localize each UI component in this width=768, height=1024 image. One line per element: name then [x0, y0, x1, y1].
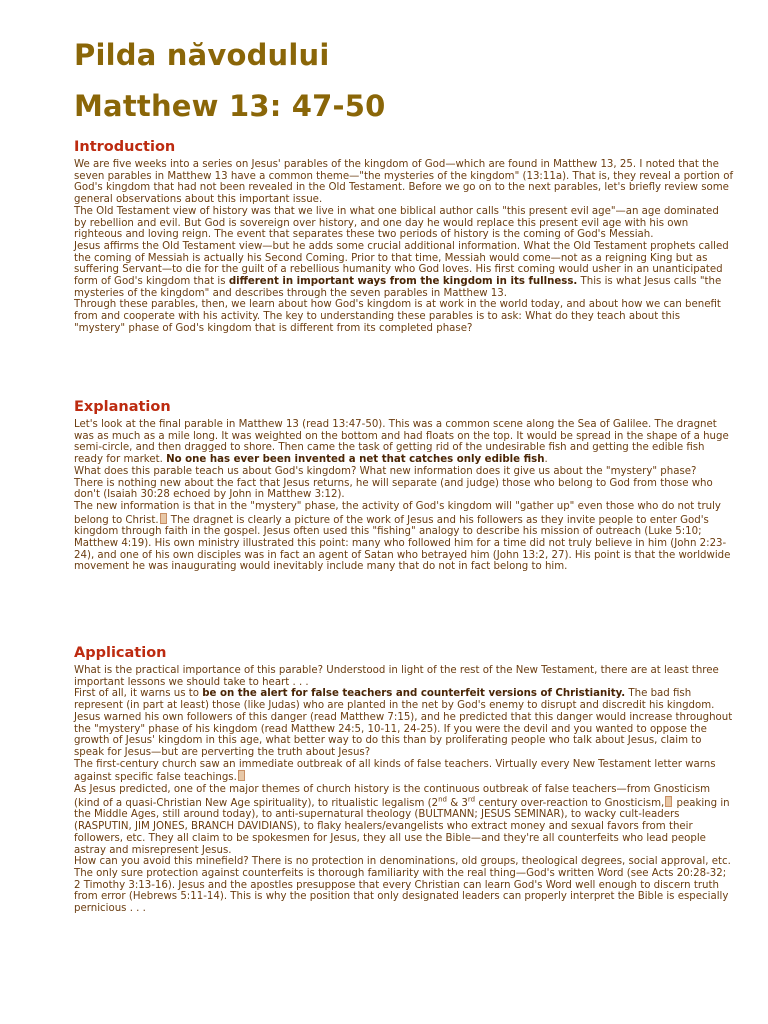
- explanation-section: [74, 419, 734, 573]
- paragraph: There is nothing new about the fact that Jesus returns, he will separate (and judge) those who belong to God from those who don't (Isaiah 30:28 echoed by John in Matthew 3:12).: [74, 477, 713, 501]
- explanation-heading: Explanation: [74, 399, 171, 415]
- paragraph: As Jesus predicted, one of the major themes of church history is the continuous outbreak of false teachers—from Gnosticism (kind of a quasi-Christian New Age spirituality), to ritualistic legalism (2nd & 3rd century over-reaction to Gnosticism, peaking in the Middle Ages, still around today), to anti-supernatural theology (BULTMANN; JESUS SEMINAR), to wacky cult-leaders (RASPUTIN, JIM JONES, BRANCH DAVIDIANS), to flaky healers/evangelists who extract money and sexual favors from their followers, etc. They all claim to be spokesmen for Jesus, they all use the Bible—and they're all counterfeits who lead people astray and misrepresent Jesus.: [74, 784, 730, 856]
- paragraph: What is the practical importance of this parable? Understood in light of the rest of the New Testament, there are at least three important lessons we should take to heart . . .: [74, 665, 719, 688]
- paragraph: We are five weeks into a series on Jesus' parables of the kingdom of God—which are found in Matthew 13, 25. I noted that the seven parables in Matthew 13 have a common theme—"the mysteries of the kingdom" (13:11a). That is, they reveal a portion of God's kingdom that had not been revealed in the Old Testament. Before we go on to the next parables, let's briefly review some general observations about this important issue.: [74, 159, 734, 206]
- paragraph: Let's look at the final parable in Matthew 13 (read 13:47-50). This was a common scene along the Sea of Galilee. The dragnet was as much as a mile long. It was weighted on the bottom and had floats on the top. It would be spread in the shape of a huge semi-circle, and then dragged to shore. Then came the task of getting rid of the undesirable fish and getting the edible fish ready for market. No one has ever been invented a net that catches only edible fish.: [74, 419, 729, 466]
- footnote-icon[interactable]: [665, 796, 672, 807]
- footnote-icon[interactable]: [160, 513, 167, 524]
- paragraph: What does this parable teach us about God's kingdom? What new information does it give us about the "mystery" phase?: [74, 465, 697, 477]
- paragraph: How can you avoid this minefield? There is no protection in denominations, old groups, theological degrees, social approval, etc. The only sure protection against counterfeits is thorough familiarity with the real thing—God's written Word (see Acts 20:28-32; 2 Timothy 3:13-16). Jesus and the apostles presuppose that every Christian can learn God's Word well enough to discern truth from error (Hebrews 5:11-14). This is why the position that only designated leaders can properly interpret the Bible is especially pernicious . . .: [74, 856, 731, 915]
- paragraph: Through these parables, then, we learn about how God's kingdom is at work in the world today, and about how we can benefit from and cooperate with his activity. The key to understanding these parables is to ask: What do they teach about this "mystery" phase of God's kingdom that is different from its completed phase?: [74, 299, 721, 334]
- application-heading: Application: [74, 645, 167, 661]
- paragraph: First of all, it warns us to be on the alert for false teachers and counterfeit versions of Christianity. The bad fish represent (in part at least) those (like Judas) who are planted in the net by God's enemy to disrupt and discredit his kingdom. Jesus warned his own followers of this danger (read Matthew 7:15), and he predicted that this danger would increase throughout the "mystery" phase of his kingdom (read Matthew 24:5, 10-11, 24-25). If you were the devil and you wanted to oppose the growth of Jesus' kingdom in this age, what better way to do this than by proliferating people who talk about Jesus, claim to speak for Jesus—but are perverting the truth about Jesus?: [74, 688, 733, 758]
- paragraph: The new information is that in the "mystery" phase, the activity of God's kingdom will "gather up" even those who do not truly belong to Christ. The dragnet is clearly a picture of the work of Jesus and his followers as they invite people to enter God's kingdom through faith in the gospel. Jesus often used this "fishing" analogy to describe his mission of outreach (Luke 5:10; Matthew 4:19). His own ministry illustrated this point: many who followed him for a time did not truly believe in him (John 2:23-24), and one of his own disciples was in fact an agent of Satan who betrayed him (John 13:2, 27). His point is that the worldwide movement he was inaugurating would inevitably include many that do not in fact belong to him.: [74, 500, 731, 573]
- scripture-reference: Matthew 13: 47-50: [74, 89, 386, 123]
- introduction-section: [74, 159, 734, 335]
- paragraph: The Old Testament view of history was that we live in what one biblical author calls "this present evil age"—an age dominated by rebellion and evil. But God is sovereign over history, and one day he would replace this present evil age with his own righteous and loving reign. The event that separates these two periods of history is the coming of God's Messiah.: [74, 205, 719, 241]
- footnote-icon[interactable]: [238, 770, 245, 781]
- paragraph: The first-century church saw an immediate outbreak of all kinds of false teachers. Virtually every New Testament letter warns against specific false teachings.: [74, 758, 716, 784]
- application-section: [74, 665, 734, 915]
- introduction-heading: Introduction: [74, 139, 176, 155]
- paragraph: Jesus affirms the Old Testament view—but he adds some crucial additional information. What the Old Testament prophets called the coming of Messiah is actually his Second Coming. Prior to that time, Messiah would come—not as a reigning King but as suffering Servant—to die for the guilt of a rebellious humanity who God loves. His first coming would usher in an unanticipated form of God's kingdom that is different in important ways from the kingdom in its fullness. This is what Jesus calls "the mysteries of the kingdom" and describes through the seven parables in Matthew 13.: [74, 240, 729, 299]
- document-title: Pilda năvodului: [74, 38, 330, 72]
